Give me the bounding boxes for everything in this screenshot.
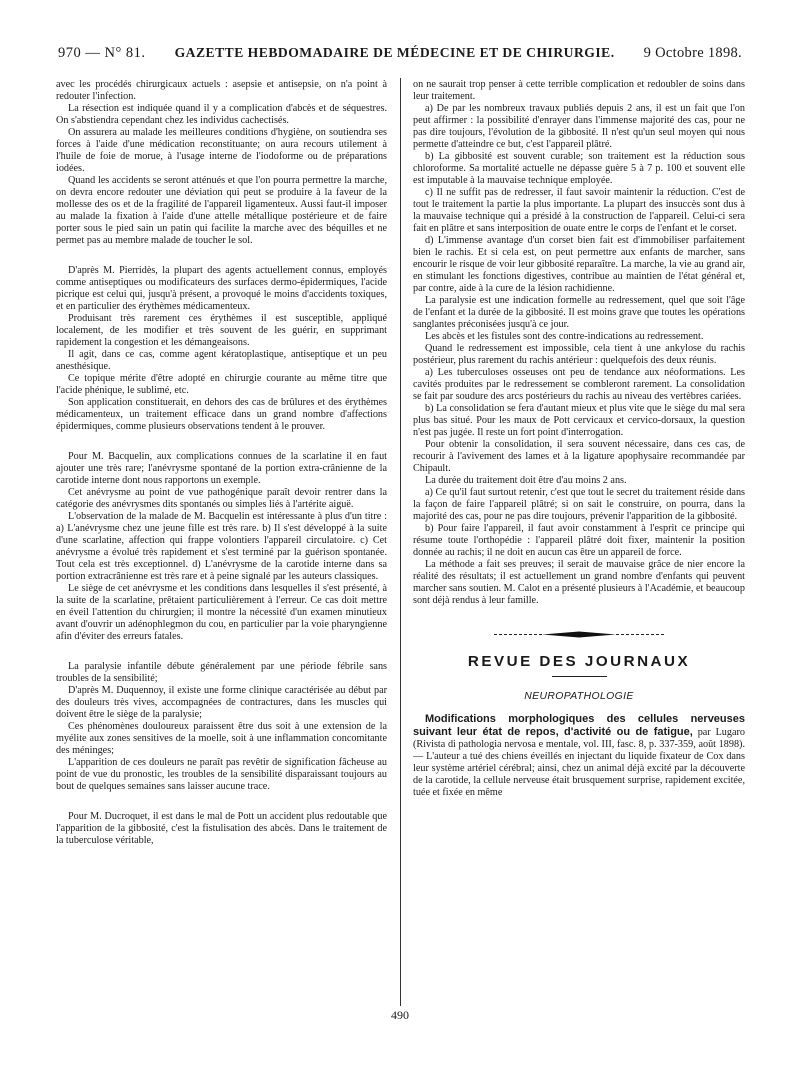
paragraph: Son application constituerait, en dehors des cas de brûlures et des érythèmes médicamenteux, un traitement efficace dans un grand nombre d'affections épidermiques, comme plusieurs observations tendent à le prouver.: [56, 397, 387, 432]
paragraph: Pour obtenir la consolidation, il sera souvent nécessaire, dans ces cas, de recourir à l'avivement des lames et à la ligature apophysaire recommandée par Chipault.: [413, 439, 745, 474]
spacer: [56, 433, 387, 451]
paragraph: La paralysie infantile débute généralement par une période fébrile sans troubles de la sensibilité;: [56, 661, 387, 684]
paragraph: Ce topique mérite d'être adopté en chirurgie courante au même titre que l'acide phénique, le sublimé, etc.: [56, 373, 387, 396]
spacer: [56, 247, 387, 265]
paragraph: c) Il ne suffit pas de redresser, il faut savoir maintenir la réduction. C'est de tout le traitement la partie la plus importante. La plupart des insuccès sont dus à la mauvaise technique qui a présidé à la construction de l'appareil. Celui-ci sera fait en plâtre et sans interposition de ouate entre le corps de l'enfant et le corset.: [413, 187, 745, 234]
paragraph: on ne saurait trop penser à cette terrible complication et redoubler de soins dans leur traitement.: [413, 79, 745, 102]
paragraph: Quand les accidents se seront atténués et que l'on pourra permettre la marche, on devra encore redouter une déviation qui peut se produire à la faveur de la mollesse des os et de la fragilité de l'appareil ligamenteux. Aussi faut-il imposer au malade la fixation à l'aide d'une attelle métallique postérieure et de faire porter sous le pied sain un patin qui facilite la marche avec des béquilles et ne permet pas au membre malade de toucher le sol.: [56, 175, 387, 246]
paragraph: b) La consolidation se fera d'autant mieux et plus vite que le siège du mal sera plus bas situé. Pour les maux de Pott cervicaux et cervico-dorsaux, la question n'est pas jugée. Il reste un fort point d'interrogation.: [413, 403, 745, 438]
paragraph: a) De par les nombreux travaux publiés depuis 2 ans, il est un fait que l'on peut affirmer : la possibilité d'enrayer dans l'immense majorité des cas, pour ne pas dire toujours, l'évolution de la gibbosité. Il n'est qu'un seul moyen qui nous permette d'atteindre ce but, c'est l'appareil plâtré.: [413, 103, 745, 150]
paragraph: a) Les tuberculoses osseuses ont peu de tendance aux néoformations. Les cavités produites par le redressement se combleront rarement. La consolidation se fait par soudure des arcs postérieurs du rachis au niveau des vertèbres cariées.: [413, 367, 745, 402]
spacer: [56, 643, 387, 661]
paragraph: La méthode a fait ses preuves; il serait de mauvaise grâce de nier encore la réalité des résultats; il est actuellement un grand nombre d'enfants qui peuvent marcher sans soutien. M. Calot en a présenté plusieurs à l'Académie, et beaucoup sont déjà rendus à leur famille.: [413, 559, 745, 606]
paragraph: Les abcès et les fistules sont des contre-indications au redressement.: [425, 331, 704, 342]
paragraph: D'après M. Duquennoy, il existe une forme clinique caractérisée au début par des douleurs très vives, accompagnées de contractures, dans les muscles qui doivent être le siège de la paralysie;: [56, 685, 387, 720]
paragraph: Cet anévrysme au point de vue pathogénique paraît devoir rentrer dans la catégorie des anévrysmes dits spontanés ou simples liés à l'artérite aiguë.: [56, 487, 387, 510]
section-title: REVUE DES JOURNAUX: [467, 653, 691, 670]
article-paragraph: [413, 713, 745, 799]
paragraph: La résection est indiquée quand il y a complication d'abcès et de séquestres. On s'abstiendra cependant chez les individus cachectisés.: [56, 103, 387, 126]
ornamental-rule-icon: [494, 630, 664, 639]
paragraph: Pour M. Bacquelin, aux complications connues de la scarlatine il en faut ajouter une très rare; l'anévrysme spontané de la portion extra-crânienne de la carotide interne dont nous rapportons un exemple.: [56, 451, 387, 486]
title-underline: [552, 676, 607, 677]
paragraph: a) Ce qu'il faut surtout retenir, c'est que tout le secret du traitement réside dans la façon de faire l'appareil plâtré; si on sait le construire, on pourra, dans la majorité des cas, pour ne pas dire toujours, prévenir l'apparition de la gibbosité.: [413, 487, 745, 522]
paragraph: avec les procédés chirurgicaux actuels : asepsie et antisepsie, on n'a point à redouter l'infection.: [56, 79, 387, 102]
paragraph: Le siège de cet anévrysme et les conditions dans lesquelles il s'est présenté, à la suite de la scarlatine, prêtaient particulièrement à l'erreur. Ce cas doit mettre en éveil l'attention du chirurgien; il montre la nécessité d'un examen minutieux avant d'ouvrir un adénophlegmon du cou, en particulier par la voie pharyngienne afin d'éviter des erreurs fatales.: [56, 583, 387, 642]
paragraph: L'observation de la malade de M. Bacquelin est intéressante à plus d'un titre : a) L'anévrysme chez une jeune fille est très rare. b) Il s'est développé à la suite d'une scarlatine, affection qui frappe volontiers l'appareil circulatoire. c) Cet anévrysme a évolué très rapidement et s'est terminé par la guérison spontanée. Tout cela est très exceptionnel. d) L'anévrysme de la carotide interne dans sa portion extracrânienne est très rare et à peine signalé par les auteurs classiques.: [56, 511, 387, 582]
subsection-heading: NEUROPATHOLOGIE: [524, 691, 634, 702]
paragraph: Pour M. Ducroquet, il est dans le mal de Pott un accident plus redoutable que l'apparition de la gibbosité, c'est la fistulisation des abcès. Dans le traitement de la tuberculose véritable,: [56, 811, 387, 846]
article-title: Modifications morphologiques des cellules nerveuses suivant leur état de repos, d'activité ou de fatigue,: [413, 713, 745, 738]
paragraph: Quand le redressement est impossible, cela tient à une ankylose du rachis postérieur, plus rarement du rachis antérieur : quelquefois des deux réunis.: [413, 343, 745, 366]
paragraph: Ces phénomènes douloureux paraissent être dus soit à une extension de la myélite aux zones sensitives de la moelle, soit à une inflammation concomitante des méninges;: [56, 721, 387, 756]
page-number: 490: [391, 1008, 409, 1022]
column-rule: [400, 78, 401, 1006]
paragraph: b) Pour faire l'appareil, il faut avoir constamment à l'esprit ce principe qui résume toute l'orthopédie : l'appareil plâtré doit fixer, maintenir la position donnée au rachis; il ne doit en aucun cas être un appareil de force.: [413, 523, 745, 558]
running-header: [58, 40, 742, 66]
article-body: par Lugaro (Rivista di pathologia nervosa e mentale, vol. III, fasc. 8, p. 337-359, août 1898). — L'auteur a tué des chiens éveillés en injectant du liquide fixateur de Cox dans leur système artériel cérébral; ainsi, chez un animal déjà excité par la découverte de la carotide, la cellule nerveuse était brusquement surprise, rapidement excitée, tuée et fixée en même: [413, 727, 745, 798]
issue-date: 9 Octobre 1898.: [643, 44, 742, 61]
paragraph: On assurera au malade les meilleures conditions d'hygiène, on soutiendra ses forces à l'aide d'une médication reconstituante; on aura recours utilement à l'huile de foie de morue, à l'usage interne de l'iodoforme ou de préparations iodées.: [56, 127, 387, 174]
left-column: [56, 79, 387, 1014]
paragraph: Produisant très rarement ces érythèmes il est susceptible, appliqué localement, de les modifier et très souvent de les guérir, en supprimant rapidement la congestion et les démangeaisons.: [56, 313, 387, 348]
spacer: [56, 793, 387, 811]
paragraph: L'apparition de ces douleurs ne paraît pas revêtir de signification fâcheuse au point de vue du pronostic, les troubles de la sensibilité disparaissant toujours au bout de quelques semaines sans laisser aucune trace.: [56, 757, 387, 792]
paragraph: Il agit, dans ce cas, comme agent kératoplastique, antiseptique et un peu anesthésique.: [56, 349, 387, 372]
paragraph: d) L'immense avantage d'un corset bien fait est d'immobiliser parfaitement bien le rachis. Et si cela est, on peut permettre aux enfants de marcher, sans encourir le risque de voir leur gibbosité reparaître. La marche, la vie au grand air, en stimulant les fonctions digestives, contribue au maintien de l'état général et, par contre, aide à la cure de la lésion rachidienne.: [413, 235, 745, 294]
paragraph: b) La gibbosité est souvent curable; son traitement est la réduction sous chloroforme. Sa mortalité actuelle ne dépasse guère 5 à 7 p. 100 et souvent elle est imputable à la mauvaise technique employée.: [413, 151, 745, 186]
journal-title: GAZETTE HEBDOMADAIRE DE MÉDECINE ET DE CHIRURGIE.: [174, 45, 615, 60]
paragraph: La durée du traitement doit être d'au moins 2 ans.: [425, 475, 627, 486]
right-column: [413, 79, 745, 1014]
paragraph: La paralysie est une indication formelle au redressement, quel que soit l'âge de l'enfant et la durée de la gibbosité. Il est moins grave que toutes les opérations sanglantes préconisées jusqu'à ce jour.: [413, 295, 745, 330]
paragraph: D'après M. Pierridès, la plupart des agents actuellement connus, employés comme antiseptiques ou modificateurs des surfaces dermo-épidermiques, l'acide picrique est celui qui, jusqu'à présent, a provoqué le moins d'accidents toxiques, et en particulier des érythèmes médicamenteux.: [56, 265, 387, 312]
issue-number: 970 — N° 81.: [58, 44, 146, 61]
